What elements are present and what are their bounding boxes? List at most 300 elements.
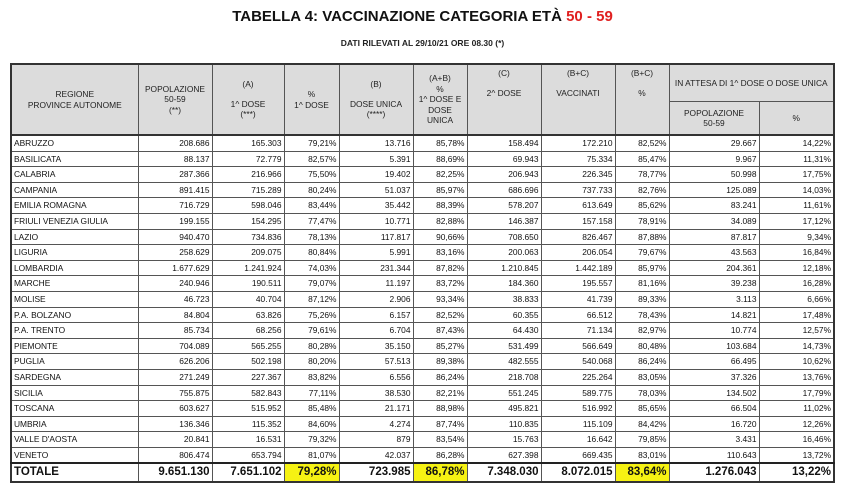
cell-popolazione: 755.875 [138, 385, 212, 401]
cell-vaccinati: 71.134 [541, 323, 615, 339]
cell-vaccinati: 826.467 [541, 229, 615, 245]
cell-seconda-dose: 146.387 [467, 213, 541, 229]
cell-regione: P.A. TRENTO [11, 323, 138, 339]
header-line: PROVINCE AUTONOME [27, 99, 122, 110]
cell-perc-bc: 82,97% [615, 323, 669, 339]
cell-perc-bc: 85,62% [615, 198, 669, 214]
cell-perc-prima-dose: 79,32% [284, 432, 339, 448]
cell-seconda-dose: 627.398 [467, 447, 541, 463]
cell-seconda-dose: 218.708 [467, 369, 541, 385]
cell-perc-bc: 85,97% [615, 260, 669, 276]
table-row [11, 354, 834, 370]
table-body [11, 135, 834, 482]
cell-attesa-perc: 16,84% [759, 245, 834, 261]
cell-regione: PUGLIA [11, 354, 138, 370]
cell-regione: VENETO [11, 447, 138, 463]
header-line: % [436, 83, 444, 94]
cell-seconda-dose: 158.494 [467, 135, 541, 151]
total-seconda-dose: 7.348.030 [467, 463, 541, 482]
cell-perc-ab: 85,97% [413, 182, 467, 198]
cell-popolazione: 287.366 [138, 167, 212, 183]
page-title [0, 8, 845, 25]
cell-seconda-dose: 1.210.845 [467, 260, 541, 276]
cell-prima-dose: 63.826 [212, 307, 284, 323]
cell-popolazione: 716.729 [138, 198, 212, 214]
cell-popolazione: 199.155 [138, 213, 212, 229]
header-line: 1^ DOSE E [418, 94, 462, 105]
cell-perc-bc: 82,76% [615, 182, 669, 198]
cell-attesa-popolazione: 43.563 [669, 245, 759, 261]
cell-prima-dose: 209.075 [212, 245, 284, 261]
cell-attesa-popolazione: 66.495 [669, 354, 759, 370]
cell-popolazione: 1.677.629 [138, 260, 212, 276]
header-vaccinati [541, 64, 615, 135]
cell-vaccinati: 157.158 [541, 213, 615, 229]
total-dose-unica: 723.985 [339, 463, 413, 482]
cell-vaccinati: 613.649 [541, 198, 615, 214]
total-perc-prima-dose: 79,28% [284, 463, 339, 482]
cell-perc-prima-dose: 80,20% [284, 354, 339, 370]
cell-regione: CAMPANIA [11, 182, 138, 198]
header-attesa-perc: % [759, 102, 834, 136]
cell-dose-unica: 6.704 [339, 323, 413, 339]
header-line: UNICA [426, 115, 454, 126]
cell-perc-prima-dose: 77,47% [284, 213, 339, 229]
cell-attesa-perc: 11,31% [759, 151, 834, 167]
cell-regione: MARCHE [11, 276, 138, 292]
cell-perc-bc: 78,03% [615, 385, 669, 401]
cell-seconda-dose: 531.499 [467, 338, 541, 354]
cell-vaccinati: 540.068 [541, 354, 615, 370]
cell-attesa-perc: 12,18% [759, 260, 834, 276]
cell-attesa-popolazione: 87.817 [669, 229, 759, 245]
cell-vaccinati: 206.054 [541, 245, 615, 261]
cell-perc-ab: 87,82% [413, 260, 467, 276]
cell-prima-dose: 515.952 [212, 401, 284, 417]
cell-dose-unica: 38.530 [339, 385, 413, 401]
cell-perc-ab: 88,39% [413, 198, 467, 214]
cell-attesa-popolazione: 29.667 [669, 135, 759, 151]
cell-perc-bc: 82,52% [615, 135, 669, 151]
cell-perc-ab: 82,25% [413, 167, 467, 183]
cell-popolazione: 940.470 [138, 229, 212, 245]
table-row [11, 182, 834, 198]
table-row [11, 245, 834, 261]
cell-dose-unica: 117.817 [339, 229, 413, 245]
header-perc-bc [615, 64, 669, 135]
cell-perc-prima-dose: 80,84% [284, 245, 339, 261]
page-subtitle: DATI RILEVATI AL 29/10/21 ORE 08.30 (*) [340, 38, 505, 48]
cell-attesa-popolazione: 16.720 [669, 416, 759, 432]
cell-popolazione: 208.686 [138, 135, 212, 151]
cell-dose-unica: 4.274 [339, 416, 413, 432]
total-perc-bc: 83,64% [615, 463, 669, 482]
cell-perc-bc: 85,65% [615, 401, 669, 417]
cell-perc-ab: 88,69% [413, 151, 467, 167]
cell-perc-prima-dose: 83,44% [284, 198, 339, 214]
cell-prima-dose: 502.198 [212, 354, 284, 370]
cell-prima-dose: 154.295 [212, 213, 284, 229]
cell-popolazione: 626.206 [138, 354, 212, 370]
cell-prima-dose: 16.531 [212, 432, 284, 448]
cell-attesa-popolazione: 110.643 [669, 447, 759, 463]
header-in-attesa: IN ATTESA DI 1^ DOSE O DOSE UNICA [669, 64, 834, 102]
cell-perc-bc: 85,47% [615, 151, 669, 167]
table-row [11, 260, 834, 276]
total-vaccinati: 8.072.015 [541, 463, 615, 482]
cell-regione: LAZIO [11, 229, 138, 245]
header-line: 2^ DOSE [486, 87, 522, 98]
header-line: (**) [168, 104, 182, 115]
cell-attesa-perc: 13,72% [759, 447, 834, 463]
cell-dose-unica: 35.150 [339, 338, 413, 354]
cell-popolazione: 20.841 [138, 432, 212, 448]
header-line: VACCINATI [556, 87, 600, 98]
table-row [11, 291, 834, 307]
cell-seconda-dose: 551.245 [467, 385, 541, 401]
cell-perc-bc: 87,88% [615, 229, 669, 245]
cell-attesa-popolazione: 3.431 [669, 432, 759, 448]
cell-vaccinati: 75.334 [541, 151, 615, 167]
header-line: POPOLAZIONE [144, 83, 206, 94]
cell-attesa-popolazione: 134.502 [669, 385, 759, 401]
cell-seconda-dose: 578.207 [467, 198, 541, 214]
total-attesa-perc: 13,22% [759, 463, 834, 482]
cell-perc-prima-dose: 79,21% [284, 135, 339, 151]
total-popolazione: 9.651.130 [138, 463, 212, 482]
header-seconda-dose [467, 64, 541, 135]
cell-dose-unica: 5.391 [339, 151, 413, 167]
cell-vaccinati: 172.210 [541, 135, 615, 151]
cell-perc-prima-dose: 80,24% [284, 182, 339, 198]
header-attesa-popolazione [669, 102, 759, 136]
cell-prima-dose: 190.511 [212, 276, 284, 292]
cell-attesa-perc: 17,75% [759, 167, 834, 183]
cell-seconda-dose: 15.763 [467, 432, 541, 448]
header-line: 1^ DOSE [294, 99, 329, 110]
cell-regione: PIEMONTE [11, 338, 138, 354]
cell-vaccinati: 225.264 [541, 369, 615, 385]
cell-seconda-dose: 482.555 [467, 354, 541, 370]
cell-prima-dose: 582.843 [212, 385, 284, 401]
cell-perc-prima-dose: 87,12% [284, 291, 339, 307]
cell-regione: ABRUZZO [11, 135, 138, 151]
cell-dose-unica: 51.037 [339, 182, 413, 198]
table-row [11, 135, 834, 151]
cell-vaccinati: 41.739 [541, 291, 615, 307]
cell-dose-unica: 42.037 [339, 447, 413, 463]
cell-perc-prima-dose: 74,03% [284, 260, 339, 276]
cell-perc-prima-dose: 80,28% [284, 338, 339, 354]
cell-attesa-perc: 6,66% [759, 291, 834, 307]
cell-prima-dose: 40.704 [212, 291, 284, 307]
cell-attesa-popolazione: 125.089 [669, 182, 759, 198]
cell-dose-unica: 11.197 [339, 276, 413, 292]
table-row [11, 323, 834, 339]
cell-seconda-dose: 64.430 [467, 323, 541, 339]
cell-popolazione: 271.249 [138, 369, 212, 385]
cell-popolazione: 84.804 [138, 307, 212, 323]
cell-perc-bc: 81,16% [615, 276, 669, 292]
header-line: (****) [366, 109, 386, 120]
cell-popolazione: 603.627 [138, 401, 212, 417]
cell-regione: EMILIA ROMAGNA [11, 198, 138, 214]
cell-attesa-popolazione: 103.684 [669, 338, 759, 354]
cell-prima-dose: 653.794 [212, 447, 284, 463]
cell-perc-ab: 87,43% [413, 323, 467, 339]
cell-attesa-popolazione: 83.241 [669, 198, 759, 214]
header-line: % [307, 89, 316, 99]
cell-perc-ab: 83,54% [413, 432, 467, 448]
cell-dose-unica: 21.171 [339, 401, 413, 417]
cell-attesa-perc: 10,62% [759, 354, 834, 370]
cell-perc-bc: 83,05% [615, 369, 669, 385]
cell-dose-unica: 19.402 [339, 167, 413, 183]
cell-popolazione: 46.723 [138, 291, 212, 307]
cell-regione: MOLISE [11, 291, 138, 307]
cell-attesa-popolazione: 37.326 [669, 369, 759, 385]
cell-seconda-dose: 184.360 [467, 276, 541, 292]
table-row [11, 432, 834, 448]
cell-vaccinati: 66.512 [541, 307, 615, 323]
cell-attesa-perc: 14,73% [759, 338, 834, 354]
cell-perc-bc: 78,43% [615, 307, 669, 323]
cell-dose-unica: 2.906 [339, 291, 413, 307]
cell-regione: SARDEGNA [11, 369, 138, 385]
cell-dose-unica: 879 [339, 432, 413, 448]
cell-popolazione: 806.474 [138, 447, 212, 463]
cell-perc-ab: 86,28% [413, 447, 467, 463]
table-row [11, 167, 834, 183]
cell-popolazione: 85.734 [138, 323, 212, 339]
cell-attesa-perc: 12,26% [759, 416, 834, 432]
cell-perc-prima-dose: 75,50% [284, 167, 339, 183]
header-perc-ab [413, 64, 467, 135]
header-popolazione [138, 64, 212, 135]
cell-attesa-perc: 11,02% [759, 401, 834, 417]
cell-perc-bc: 78,77% [615, 167, 669, 183]
cell-perc-ab: 89,38% [413, 354, 467, 370]
header-line: (A) [242, 79, 254, 90]
cell-vaccinati: 669.435 [541, 447, 615, 463]
cell-attesa-perc: 11,61% [759, 198, 834, 214]
cell-perc-prima-dose: 77,11% [284, 385, 339, 401]
cell-perc-prima-dose: 81,07% [284, 447, 339, 463]
cell-attesa-perc: 17,48% [759, 307, 834, 323]
cell-regione: BASILICATA [11, 151, 138, 167]
cell-attesa-popolazione: 10.774 [669, 323, 759, 339]
cell-prima-dose: 565.255 [212, 338, 284, 354]
cell-perc-ab: 90,66% [413, 229, 467, 245]
header-perc-prima-dose [284, 64, 339, 135]
cell-perc-bc: 78,91% [615, 213, 669, 229]
cell-seconda-dose: 686.696 [467, 182, 541, 198]
table-row [11, 416, 834, 432]
cell-attesa-perc: 14,22% [759, 135, 834, 151]
cell-attesa-popolazione: 34.089 [669, 213, 759, 229]
cell-popolazione: 88.137 [138, 151, 212, 167]
cell-perc-bc: 80,48% [615, 338, 669, 354]
table-row [11, 229, 834, 245]
cell-attesa-popolazione: 66.504 [669, 401, 759, 417]
header-line: (B+C) [566, 68, 590, 78]
cell-perc-prima-dose: 78,13% [284, 229, 339, 245]
header-line: (B) [370, 79, 382, 90]
table-row [11, 401, 834, 417]
title-age-range: 50 - 59 [566, 8, 613, 25]
cell-attesa-perc: 16,46% [759, 432, 834, 448]
header-line: (***) [240, 109, 256, 120]
header-line: 50-59 [703, 118, 725, 128]
cell-seconda-dose: 495.821 [467, 401, 541, 417]
table-row [11, 276, 834, 292]
cell-seconda-dose: 38.833 [467, 291, 541, 307]
total-prima-dose: 7.651.102 [212, 463, 284, 482]
cell-perc-prima-dose: 82,57% [284, 151, 339, 167]
header-line: POPOLAZIONE [683, 107, 745, 118]
cell-popolazione: 891.415 [138, 182, 212, 198]
cell-prima-dose: 598.046 [212, 198, 284, 214]
cell-perc-ab: 93,34% [413, 291, 467, 307]
cell-dose-unica: 6.556 [339, 369, 413, 385]
table-row [11, 151, 834, 167]
cell-prima-dose: 216.966 [212, 167, 284, 183]
cell-popolazione: 258.629 [138, 245, 212, 261]
cell-prima-dose: 1.241.924 [212, 260, 284, 276]
cell-popolazione: 240.946 [138, 276, 212, 292]
total-attesa-popolazione: 1.276.043 [669, 463, 759, 482]
cell-dose-unica: 5.991 [339, 245, 413, 261]
cell-attesa-popolazione: 9.967 [669, 151, 759, 167]
cell-perc-ab: 82,88% [413, 213, 467, 229]
cell-perc-prima-dose: 85,48% [284, 401, 339, 417]
cell-seconda-dose: 708.650 [467, 229, 541, 245]
header-line: REGIONE [55, 89, 95, 99]
total-perc-ab: 86,78% [413, 463, 467, 482]
cell-perc-prima-dose: 75,26% [284, 307, 339, 323]
header-line: DOSE [428, 104, 452, 115]
cell-regione: CALABRIA [11, 167, 138, 183]
cell-perc-ab: 83,72% [413, 276, 467, 292]
cell-prima-dose: 734.836 [212, 229, 284, 245]
cell-dose-unica: 6.157 [339, 307, 413, 323]
cell-dose-unica: 35.442 [339, 198, 413, 214]
header-line: % [638, 87, 646, 98]
cell-perc-ab: 83,16% [413, 245, 467, 261]
cell-vaccinati: 226.345 [541, 167, 615, 183]
cell-dose-unica: 10.771 [339, 213, 413, 229]
cell-perc-ab: 82,21% [413, 385, 467, 401]
total-regione: TOTALE [11, 463, 138, 482]
cell-seconda-dose: 206.943 [467, 167, 541, 183]
cell-attesa-perc: 13,76% [759, 369, 834, 385]
cell-perc-bc: 83,01% [615, 447, 669, 463]
cell-regione: P.A. BOLZANO [11, 307, 138, 323]
cell-attesa-popolazione: 50.998 [669, 167, 759, 183]
cell-attesa-popolazione: 3.113 [669, 291, 759, 307]
cell-perc-bc: 86,24% [615, 354, 669, 370]
header-line: DOSE UNICA [349, 98, 403, 109]
table-header [11, 64, 834, 135]
cell-vaccinati: 516.992 [541, 401, 615, 417]
cell-regione: LIGURIA [11, 245, 138, 261]
cell-attesa-perc: 12,57% [759, 323, 834, 339]
title-prefix: TABELLA 4: VACCINAZIONE CATEGORIA ETÀ [232, 8, 567, 25]
cell-regione: UMBRIA [11, 416, 138, 432]
cell-vaccinati: 566.649 [541, 338, 615, 354]
header-line: 50-59 [164, 94, 186, 105]
cell-regione: LOMBARDIA [11, 260, 138, 276]
cell-prima-dose: 715.289 [212, 182, 284, 198]
cell-perc-prima-dose: 83,82% [284, 369, 339, 385]
table-row [11, 369, 834, 385]
cell-perc-ab: 82,52% [413, 307, 467, 323]
cell-attesa-perc: 16,28% [759, 276, 834, 292]
cell-vaccinati: 16.642 [541, 432, 615, 448]
cell-prima-dose: 115.352 [212, 416, 284, 432]
cell-regione: SICILIA [11, 385, 138, 401]
cell-attesa-perc: 17,79% [759, 385, 834, 401]
cell-vaccinati: 1.442.189 [541, 260, 615, 276]
cell-dose-unica: 57.513 [339, 354, 413, 370]
cell-seconda-dose: 200.063 [467, 245, 541, 261]
header-regione [11, 64, 138, 135]
cell-attesa-perc: 17,12% [759, 213, 834, 229]
cell-attesa-popolazione: 39.238 [669, 276, 759, 292]
cell-prima-dose: 68.256 [212, 323, 284, 339]
cell-attesa-perc: 9,34% [759, 229, 834, 245]
cell-perc-ab: 87,74% [413, 416, 467, 432]
table-row [11, 385, 834, 401]
cell-regione: VALLE D'AOSTA [11, 432, 138, 448]
vaccination-table [10, 63, 835, 483]
cell-popolazione: 704.089 [138, 338, 212, 354]
cell-perc-ab: 88,98% [413, 401, 467, 417]
cell-attesa-perc: 14,03% [759, 182, 834, 198]
table-row [11, 338, 834, 354]
cell-prima-dose: 227.367 [212, 369, 284, 385]
cell-vaccinati: 589.775 [541, 385, 615, 401]
cell-attesa-popolazione: 14.821 [669, 307, 759, 323]
cell-perc-ab: 85,27% [413, 338, 467, 354]
cell-attesa-popolazione: 204.361 [669, 260, 759, 276]
header-dose-unica [339, 64, 413, 135]
cell-perc-bc: 84,42% [615, 416, 669, 432]
total-row [11, 463, 834, 482]
header-line: (C) [498, 68, 510, 78]
cell-prima-dose: 165.303 [212, 135, 284, 151]
header-line: (A+B) [429, 73, 451, 84]
cell-popolazione: 136.346 [138, 416, 212, 432]
cell-regione: TOSCANA [11, 401, 138, 417]
cell-perc-prima-dose: 79,61% [284, 323, 339, 339]
cell-perc-bc: 89,33% [615, 291, 669, 307]
cell-seconda-dose: 69.943 [467, 151, 541, 167]
cell-perc-bc: 79,85% [615, 432, 669, 448]
header-line: (B+C) [630, 68, 654, 78]
table-row [11, 213, 834, 229]
header-line: 1^ DOSE [230, 98, 266, 109]
header-prima-dose [212, 64, 284, 135]
table-row [11, 198, 834, 214]
table-row [11, 307, 834, 323]
cell-vaccinati: 195.557 [541, 276, 615, 292]
cell-vaccinati: 737.733 [541, 182, 615, 198]
cell-perc-prima-dose: 84,60% [284, 416, 339, 432]
cell-dose-unica: 231.344 [339, 260, 413, 276]
cell-vaccinati: 115.109 [541, 416, 615, 432]
cell-seconda-dose: 60.355 [467, 307, 541, 323]
